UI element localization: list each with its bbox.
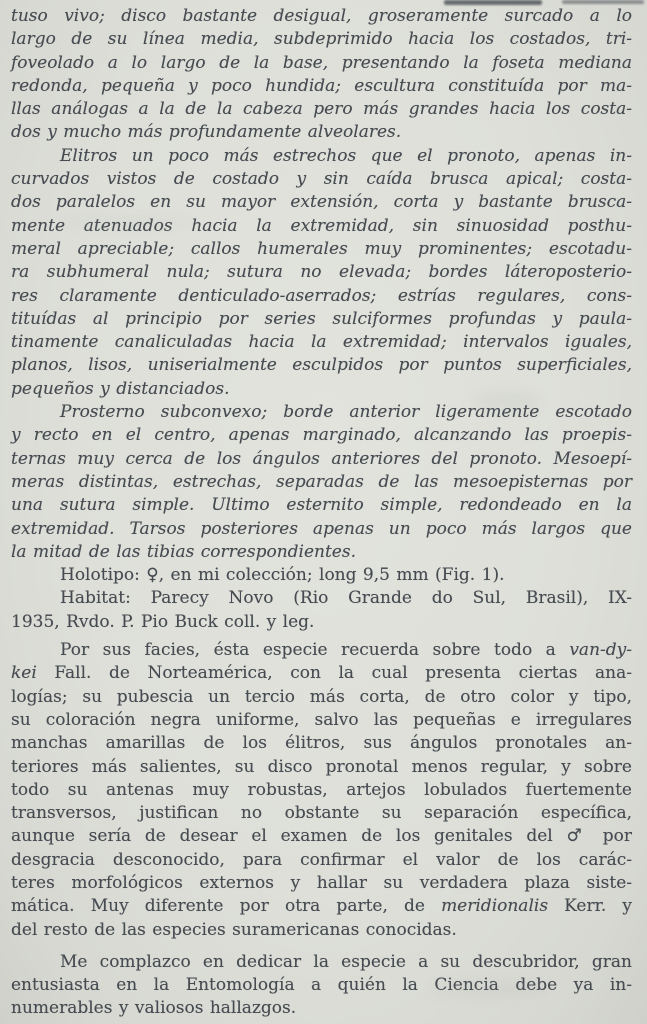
text-line: [11, 471, 632, 494]
text-segment: meras distintas, estrechas, separadas de las mesoepisternas por: [11, 471, 632, 492]
text-line: [11, 639, 632, 662]
text-segment: una sutura simple. Ultimo esternito simple, redondeado en la: [11, 495, 632, 516]
text-line: [11, 5, 632, 28]
text-line: [11, 825, 632, 848]
text-line: [11, 541, 632, 564]
text-segment: Kerr. y: [548, 896, 632, 917]
text-segment: tuso vivo; disco bastante desigual, groseramente surcado a lo: [11, 6, 632, 26]
text-line: [11, 28, 632, 51]
paper-stain: [430, 980, 550, 998]
text-segment: ternas muy cerca de los ángulos anteriores del pronoto. Mesoepí-: [11, 448, 632, 469]
text-segment: res claramente denticulado-aserrados; estrías regulares, cons-: [11, 285, 632, 306]
text-segment: Habitat: Parecy Novo (Rio Grande do Sul, Brasil), IX-: [60, 588, 632, 609]
text-segment: Por sus facies, ésta especie recuerda sobre todo a: [60, 640, 570, 661]
text-segment: logías; su pubescia un tercio más corta, de otro color y tipo,: [11, 686, 632, 707]
page-edge-artifact: [444, 0, 542, 5]
text-line: [11, 121, 632, 144]
text-segment: desgracia desconocido, para confirmar el valor de los carác-: [11, 849, 632, 870]
text-segment: Prosterno subconvexo; borde anterior ligeramente escotado: [60, 402, 632, 423]
text-line: [11, 686, 632, 709]
text-segment: teres morfológicos externos y hallar su verdadera plaza siste-: [11, 872, 632, 893]
text-line: [11, 401, 632, 424]
text-segment: dos paralelos en su mayor extensión, corta y bastante brusca-: [11, 192, 632, 213]
text-segment: Me complazco en dedicar la especie a su descubridor, gran: [60, 951, 632, 972]
text-segment: kei: [11, 663, 37, 684]
text-segment: extremidad. Tarsos posteriores apenas un poco más largos que: [11, 518, 632, 539]
text-segment: meral apreciable; callos humerales muy prominentes; escotadu-: [11, 238, 632, 259]
text-line: [11, 587, 632, 610]
page-text: [11, 5, 632, 1021]
text-line: [11, 849, 632, 872]
text-segment: 1935, Rvdo. P. Pio Buck coll. y leg.: [11, 611, 315, 632]
paragraph: [11, 401, 632, 564]
text-line: [11, 448, 632, 471]
text-segment: tituídas al principio por series sulciformes profundas y paula-: [11, 308, 632, 329]
text-segment: la mitad de las tibias correspondientes.: [11, 541, 356, 562]
text-line: [11, 308, 632, 331]
text-line: [11, 424, 632, 447]
text-line: [11, 709, 632, 732]
text-line: [11, 518, 632, 541]
text-segment: llas análogas a la de la cabeza pero más grandes hacia los costa-: [11, 99, 632, 120]
text-segment: mente atenuados hacia la extremidad, sin sinuosidad posthu-: [11, 215, 632, 236]
text-segment: tinamente canaliculadas hacia la extremidad; intervalos iguales,: [11, 332, 632, 353]
text-segment: entusiasta en la Entomología a quién la Ciencia debe ya in-: [11, 975, 632, 996]
text-line: [11, 494, 632, 517]
text-line: [11, 756, 632, 779]
text-line: [11, 564, 632, 587]
text-line: [11, 951, 632, 974]
text-line: [11, 285, 632, 308]
text-line: [11, 168, 632, 191]
paper-stain: [60, 215, 200, 229]
text-line: [11, 331, 632, 354]
text-segment: y recto en el centro, apenas marginado, alcanzando las proepis-: [11, 425, 632, 446]
paragraph: [11, 564, 632, 587]
text-line: [11, 895, 632, 918]
text-segment: teriores más salientes, su disco pronotal menos regular, y sobre: [11, 756, 632, 777]
text-line: [11, 732, 632, 755]
page-edge-artifact: [562, 0, 644, 4]
paper-stain: [470, 390, 540, 412]
text-segment: Holotipo: ♀, en mi colección; long 9,5 mm (Fig. 1).: [60, 565, 505, 586]
text-segment: largo de su línea media, subdeprimido hacia los costados, tri-: [11, 29, 632, 50]
text-line: [11, 191, 632, 214]
text-line: [11, 802, 632, 825]
text-line: [11, 354, 632, 377]
text-line: [11, 662, 632, 685]
text-segment: aunque sería de desear el examen de los genitales del ♂ por: [11, 826, 632, 847]
text-segment: van-dy-: [569, 640, 632, 661]
text-segment: mática. Muy diferente por otra parte, de: [11, 896, 442, 917]
paragraph: [11, 145, 632, 401]
text-line: [11, 872, 632, 895]
text-line: [11, 145, 632, 168]
text-segment: pequeños y distanciados.: [11, 378, 230, 399]
paragraph: [11, 5, 632, 145]
text-line: [11, 52, 632, 75]
text-segment: numerables y valiosos hallazgos.: [11, 998, 297, 1019]
text-segment: meridionalis: [441, 896, 549, 917]
text-segment: foveolado a lo largo de la base, presentando la foseta mediana: [11, 52, 632, 73]
text-segment: del resto de las especies suramericanas conocidas.: [11, 919, 457, 940]
text-segment: planos, lisos, uniserialmente esculpidos por puntos superficiales,: [11, 355, 632, 376]
paragraph: [11, 639, 632, 942]
text-segment: Fall. de Norteamérica, con la cual presenta ciertas ana-: [36, 663, 632, 684]
text-segment: ra subhumeral nula; sutura no elevada; bordes láteroposterio-: [11, 262, 632, 283]
text-segment: su coloración negra uniforme, salvo las pequeñas e irregulares: [11, 709, 632, 730]
text-segment: manchas amarillas de los élitros, sus ángulos pronotales an-: [11, 733, 632, 754]
text-line: [11, 997, 632, 1020]
text-line: [11, 779, 632, 802]
text-segment: redonda, pequeña y poco hundida; escultura constituída por ma-: [11, 75, 632, 96]
text-line: [11, 611, 632, 634]
text-line: [11, 238, 632, 261]
text-line: [11, 98, 632, 121]
text-segment: Elitros un poco más estrechos que el pronoto, apenas in-: [60, 145, 632, 166]
paragraph: [11, 587, 632, 634]
text-line: [11, 75, 632, 98]
text-segment: curvados vistos de costado y sin caída brusca apical; costa-: [11, 169, 632, 190]
text-line: [11, 919, 632, 942]
text-segment: dos y mucho más profundamente alveolares.: [11, 122, 402, 143]
text-line: [11, 261, 632, 284]
text-segment: transversos, justifican no obstante su separación específica,: [11, 803, 632, 824]
text-segment: todo su antenas muy robustas, artejos lobulados fuertemente: [11, 779, 632, 800]
